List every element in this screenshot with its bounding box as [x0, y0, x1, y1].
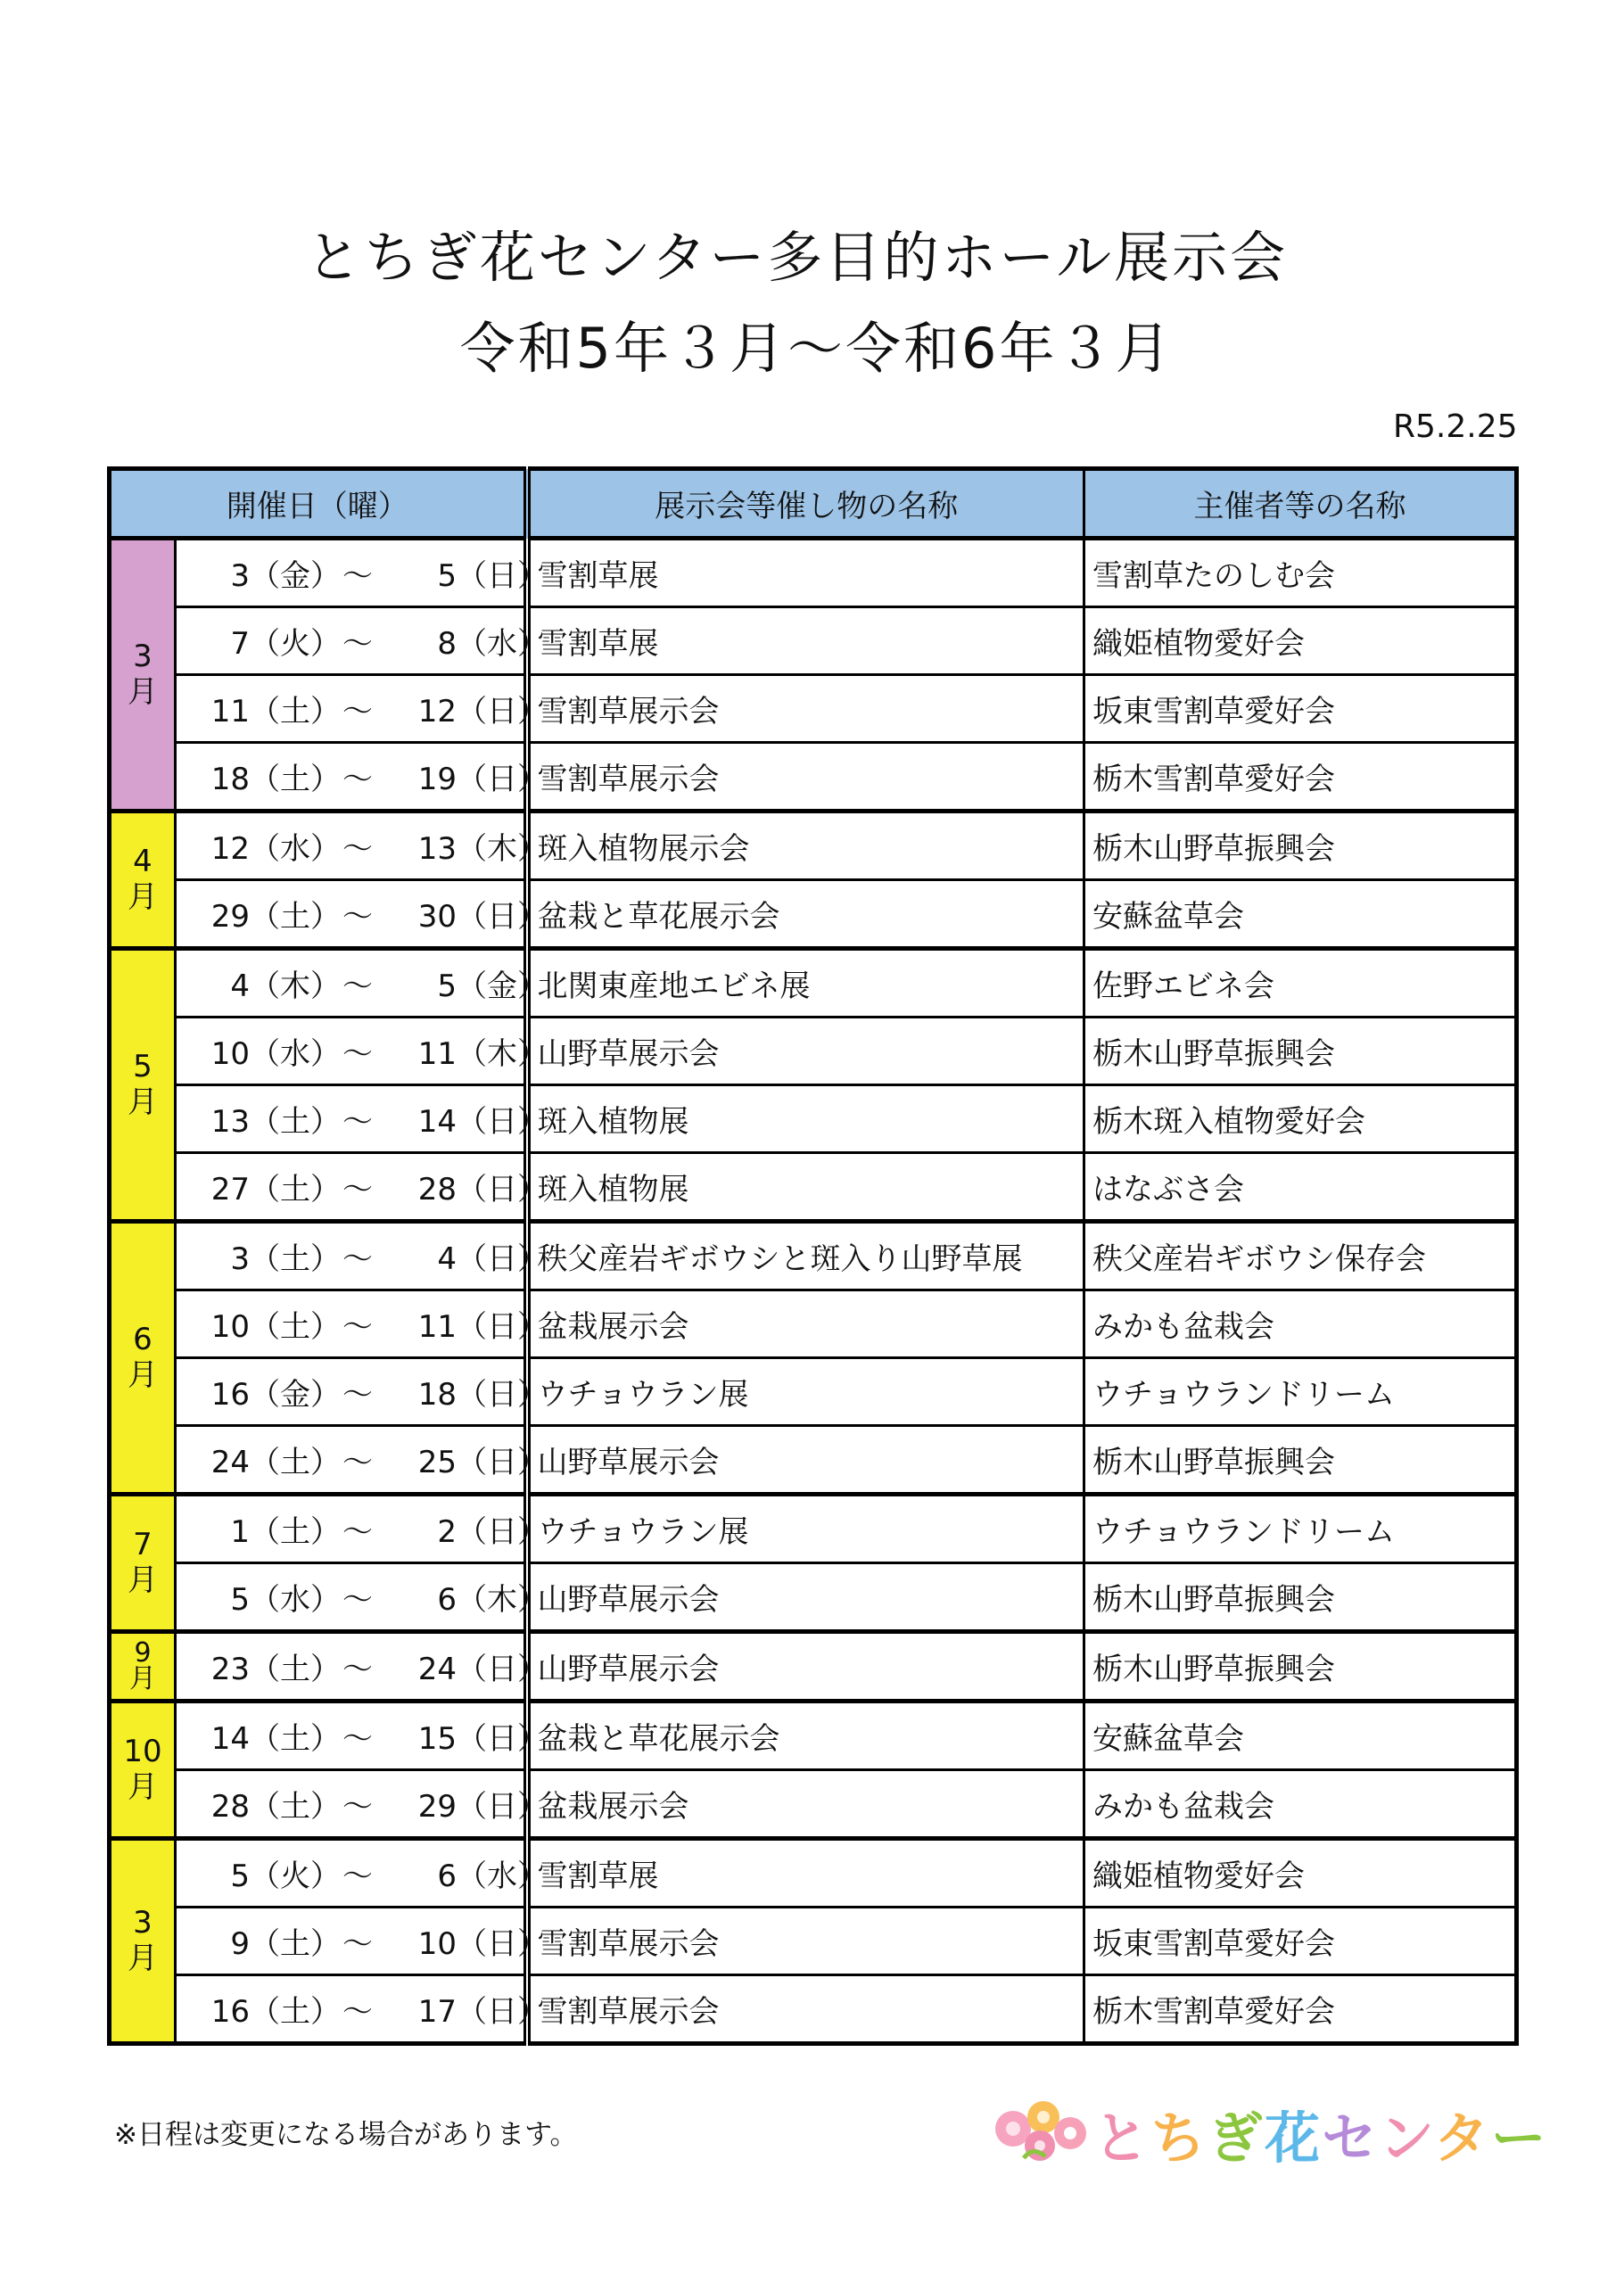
month-label: 9 月 [110, 1632, 176, 1702]
range-separator: ～ [342, 1377, 373, 1413]
event-name-cell: 盆栽展示会 [527, 1770, 1084, 1839]
host-name-cell: 栃木山野草振興会 [1084, 1632, 1517, 1702]
end-weekday: （木） [457, 1582, 548, 1618]
start-day: 4 [230, 968, 250, 1004]
date-range-cell [176, 1975, 548, 2044]
start-weekday: （土） [250, 1789, 341, 1825]
range-separator: ～ [342, 1859, 373, 1894]
end-day: 5 [437, 968, 457, 1004]
start-weekday: （土） [250, 1721, 341, 1757]
range-separator: ～ [342, 1789, 373, 1825]
host-name-cell: ウチョウランドリーム [1084, 1495, 1517, 1563]
range-separator: ～ [342, 1445, 373, 1480]
page-title: とちぎ花センター多目的ホール展示会 [305, 225, 1289, 290]
range-separator: ～ [342, 831, 373, 867]
range-separator: ～ [342, 1926, 373, 1962]
tochigi-flower-center-logo [988, 2089, 1548, 2171]
event-name-cell: 山野草展示会 [527, 1632, 1084, 1702]
start-weekday: （水） [250, 1582, 341, 1618]
table-row [110, 1770, 1517, 1839]
event-name-cell: 山野草展示会 [527, 1426, 1084, 1495]
table-row [110, 1290, 1517, 1358]
start-weekday: （金） [250, 558, 341, 594]
start-weekday: （水） [250, 1036, 341, 1072]
start-weekday: （火） [250, 1859, 341, 1894]
event-name-cell: ウチョウラン展 [527, 1358, 1084, 1426]
event-name-cell: 盆栽展示会 [527, 1290, 1084, 1358]
start-weekday: （土） [250, 899, 341, 935]
start-weekday: （土） [250, 762, 341, 797]
host-name-cell: 織姫植物愛好会 [1084, 607, 1517, 675]
end-weekday: （木） [457, 831, 548, 867]
date-range-cell [176, 812, 548, 880]
event-name-cell: 雪割草展 [527, 1839, 1084, 1908]
date-range-cell [176, 880, 548, 949]
date-range-cell [176, 1908, 548, 1975]
table-row [110, 1358, 1517, 1426]
end-day: 30 [417, 899, 457, 935]
host-name-cell: 栃木山野草振興会 [1084, 1426, 1517, 1495]
start-day: 27 [210, 1172, 250, 1207]
end-weekday: （日） [457, 1994, 548, 2030]
end-weekday: （日） [457, 1377, 548, 1413]
event-name-cell: 雪割草展示会 [527, 675, 1084, 743]
event-name-cell: 雪割草展 [527, 607, 1084, 675]
event-name-cell: ウチョウラン展 [527, 1495, 1084, 1563]
end-day: 14 [417, 1104, 457, 1140]
event-name-cell: 雪割草展示会 [527, 1908, 1084, 1975]
date-range-cell [176, 1085, 548, 1153]
start-weekday: （火） [250, 626, 341, 662]
start-day: 12 [210, 831, 250, 867]
end-weekday: （日） [457, 899, 548, 935]
date-range-cell [176, 607, 548, 675]
end-day: 24 [417, 1652, 457, 1687]
range-separator: ～ [342, 762, 373, 797]
start-day: 3 [230, 558, 250, 594]
end-weekday: （日） [457, 1926, 548, 1962]
end-weekday: （日） [457, 762, 548, 797]
end-day: 15 [417, 1721, 457, 1757]
logo-char: タ [1433, 2106, 1491, 2171]
end-weekday: （日） [457, 1652, 548, 1687]
start-day: 10 [210, 1309, 250, 1345]
end-weekday: （日） [457, 694, 548, 729]
range-separator: ～ [342, 1172, 373, 1207]
start-day: 11 [210, 694, 250, 729]
end-day: 25 [417, 1445, 457, 1480]
table-header-row [110, 469, 1517, 539]
range-separator: ～ [342, 899, 373, 935]
date-range-cell [176, 1358, 548, 1426]
header-date: 開催日（曜） [110, 469, 527, 539]
start-day: 18 [210, 762, 250, 797]
end-day: 8 [437, 626, 457, 662]
end-day: 2 [437, 1514, 457, 1550]
end-weekday: （水） [457, 626, 548, 662]
start-day: 5 [230, 1859, 250, 1894]
logo-char: セ [1322, 2106, 1380, 2171]
table-row [110, 1495, 1517, 1563]
start-weekday: （土） [250, 1652, 341, 1687]
start-weekday: （木） [250, 968, 341, 1004]
end-day: 5 [437, 558, 457, 594]
table-row [110, 1975, 1517, 2044]
end-day: 10 [417, 1926, 457, 1962]
start-weekday: （土） [250, 1172, 341, 1207]
date-range-cell [176, 1222, 548, 1290]
date-range-cell [176, 675, 548, 743]
start-day: 5 [230, 1582, 250, 1618]
date-range-cell [176, 1839, 548, 1908]
date-range-cell [176, 1290, 548, 1358]
host-name-cell: みかも盆栽会 [1084, 1290, 1517, 1358]
end-day: 13 [417, 831, 457, 867]
logo-char: ぎ [1208, 2106, 1265, 2171]
table-row [110, 1085, 1517, 1153]
table-row [110, 812, 1517, 880]
table-row [110, 675, 1517, 743]
month-label: 5 月 [110, 949, 176, 1222]
host-name-cell: 栃木山野草振興会 [1084, 812, 1517, 880]
table-row [110, 539, 1517, 607]
table-row [110, 607, 1517, 675]
end-weekday: （日） [457, 1241, 548, 1277]
start-weekday: （金） [250, 1377, 341, 1413]
event-name-cell: 斑入植物展 [527, 1085, 1084, 1153]
flower-cluster-icon [988, 2089, 1095, 2169]
date-range-cell [176, 949, 548, 1018]
date-range-cell [176, 743, 548, 812]
table-row [110, 1702, 1517, 1770]
start-weekday: （土） [250, 1241, 341, 1277]
end-day: 12 [417, 694, 457, 729]
host-name-cell: 安蘇盆草会 [1084, 1702, 1517, 1770]
start-day: 24 [210, 1445, 250, 1480]
range-separator: ～ [342, 1994, 373, 2030]
month-label: 7 月 [110, 1495, 176, 1632]
end-weekday: （日） [457, 1721, 548, 1757]
event-name-cell: 盆栽と草花展示会 [527, 1702, 1084, 1770]
date-range-cell [176, 1153, 548, 1222]
host-name-cell: 織姫植物愛好会 [1084, 1839, 1517, 1908]
end-day: 4 [437, 1241, 457, 1277]
logo-char: と [1093, 2106, 1151, 2171]
end-weekday: （日） [457, 1309, 548, 1345]
host-name-cell: はなぶさ会 [1084, 1153, 1517, 1222]
date-range-cell [176, 1018, 548, 1085]
range-separator: ～ [342, 694, 373, 729]
end-day: 28 [417, 1172, 457, 1207]
event-name-cell: 山野草展示会 [527, 1563, 1084, 1632]
host-name-cell: みかも盆栽会 [1084, 1770, 1517, 1839]
start-weekday: （土） [250, 1309, 341, 1345]
host-name-cell: ウチョウランドリーム [1084, 1358, 1517, 1426]
event-name-cell: 雪割草展示会 [527, 1975, 1084, 2044]
table-row [110, 1563, 1517, 1632]
logo-char: ン [1379, 2106, 1434, 2171]
end-weekday: （水） [457, 1859, 548, 1894]
range-separator: ～ [342, 1241, 373, 1277]
start-day: 7 [230, 626, 250, 662]
date-range-cell [176, 539, 548, 607]
host-name-cell: 栃木斑入植物愛好会 [1084, 1085, 1517, 1153]
month-label: 4 月 [110, 812, 176, 949]
end-weekday: （木） [457, 1036, 548, 1072]
date-range-cell [176, 1426, 548, 1495]
start-weekday: （土） [250, 1994, 341, 2030]
range-separator: ～ [342, 1721, 373, 1757]
start-day: 28 [210, 1789, 250, 1825]
end-day: 19 [417, 762, 457, 797]
end-day: 6 [437, 1859, 457, 1894]
table-row [110, 1839, 1517, 1908]
end-weekday: （日） [457, 1445, 548, 1480]
host-name-cell: 秩父産岩ギボウシ保存会 [1084, 1222, 1517, 1290]
header-event: 展示会等催し物の名称 [527, 469, 1084, 539]
range-separator: ～ [342, 1104, 373, 1140]
schedule-body [110, 539, 1517, 2044]
start-weekday: （土） [250, 1514, 341, 1550]
end-day: 17 [417, 1994, 457, 2030]
month-label: 6 月 [110, 1222, 176, 1495]
start-day: 29 [210, 899, 250, 935]
table-row [110, 1222, 1517, 1290]
event-name-cell: 斑入植物展示会 [527, 812, 1084, 880]
start-day: 10 [210, 1036, 250, 1072]
start-day: 23 [210, 1652, 250, 1687]
table-row [110, 743, 1517, 812]
end-weekday: （金） [457, 968, 548, 1004]
revision-date: R5.2.25 [1393, 408, 1518, 445]
start-day: 14 [210, 1721, 250, 1757]
date-range-cell [176, 1495, 548, 1563]
end-weekday: （日） [457, 1789, 548, 1825]
host-name-cell: 坂東雪割草愛好会 [1084, 1908, 1517, 1975]
end-day: 11 [417, 1309, 457, 1345]
event-name-cell: 盆栽と草花展示会 [527, 880, 1084, 949]
logo-char: ち [1150, 2106, 1208, 2171]
range-separator: ～ [342, 1514, 373, 1550]
header-host: 主催者等の名称 [1084, 469, 1517, 539]
end-weekday: （日） [457, 558, 548, 594]
table-row [110, 1426, 1517, 1495]
range-separator: ～ [342, 558, 373, 594]
start-day: 13 [210, 1104, 250, 1140]
end-weekday: （日） [457, 1104, 548, 1140]
date-range-cell [176, 1563, 548, 1632]
event-name-cell: 山野草展示会 [527, 1018, 1084, 1085]
host-name-cell: 栃木山野草振興会 [1084, 1018, 1517, 1085]
table-row [110, 1908, 1517, 1975]
end-day: 29 [417, 1789, 457, 1825]
range-separator: ～ [342, 1309, 373, 1345]
range-separator: ～ [342, 626, 373, 662]
start-day: 16 [210, 1377, 250, 1413]
table-row [110, 880, 1517, 949]
date-range-cell [176, 1632, 548, 1702]
end-weekday: （日） [457, 1172, 548, 1207]
range-separator: ～ [342, 1036, 373, 1072]
host-name-cell: 坂東雪割草愛好会 [1084, 675, 1517, 743]
host-name-cell: 安蘇盆草会 [1084, 880, 1517, 949]
date-range-cell [176, 1770, 548, 1839]
footnote: ※日程は変更になる場合があります。 [114, 2119, 578, 2151]
event-name-cell: 雪割草展示会 [527, 743, 1084, 812]
end-day: 6 [437, 1582, 457, 1618]
month-label: 3 月 [110, 539, 176, 812]
start-weekday: （土） [250, 1445, 341, 1480]
event-name-cell: 斑入植物展 [527, 1153, 1084, 1222]
host-name-cell: 佐野エビネ会 [1084, 949, 1517, 1018]
start-day: 16 [210, 1994, 250, 2030]
table-row [110, 1632, 1517, 1702]
end-day: 11 [417, 1036, 457, 1072]
month-label: 3 月 [110, 1839, 176, 2044]
event-name-cell: 秩父産岩ギボウシと斑入り山野草展 [527, 1222, 1084, 1290]
range-separator: ～ [342, 1652, 373, 1687]
host-name-cell: 栃木雪割草愛好会 [1084, 743, 1517, 812]
range-separator: ～ [342, 1582, 373, 1618]
logo-char: 花 [1265, 2106, 1323, 2171]
host-name-cell: 栃木雪割草愛好会 [1084, 1975, 1517, 2044]
end-weekday: （日） [457, 1514, 548, 1550]
start-weekday: （水） [250, 831, 341, 867]
start-day: 9 [230, 1926, 250, 1962]
host-name-cell: 雪割草たのしむ会 [1084, 539, 1517, 607]
start-day: 1 [230, 1514, 250, 1550]
start-weekday: （土） [250, 694, 341, 729]
start-day: 3 [230, 1241, 250, 1277]
table-row [110, 1018, 1517, 1085]
exhibition-schedule-table [107, 466, 1519, 2046]
start-weekday: （土） [250, 1926, 341, 1962]
start-weekday: （土） [250, 1104, 341, 1140]
logo-wordmark [1093, 2094, 1548, 2173]
month-label: 10 月 [110, 1702, 176, 1839]
table-row [110, 1153, 1517, 1222]
page-subtitle: 令和5年３月～令和6年３月 [459, 316, 1174, 381]
date-range-cell [176, 1702, 548, 1770]
event-name-cell: 雪割草展 [527, 539, 1084, 607]
logo-char: ー [1490, 2106, 1548, 2171]
table-row [110, 949, 1517, 1018]
event-name-cell: 北関東産地エビネ展 [527, 949, 1084, 1018]
end-day: 18 [417, 1377, 457, 1413]
range-separator: ～ [342, 968, 373, 1004]
host-name-cell: 栃木山野草振興会 [1084, 1563, 1517, 1632]
